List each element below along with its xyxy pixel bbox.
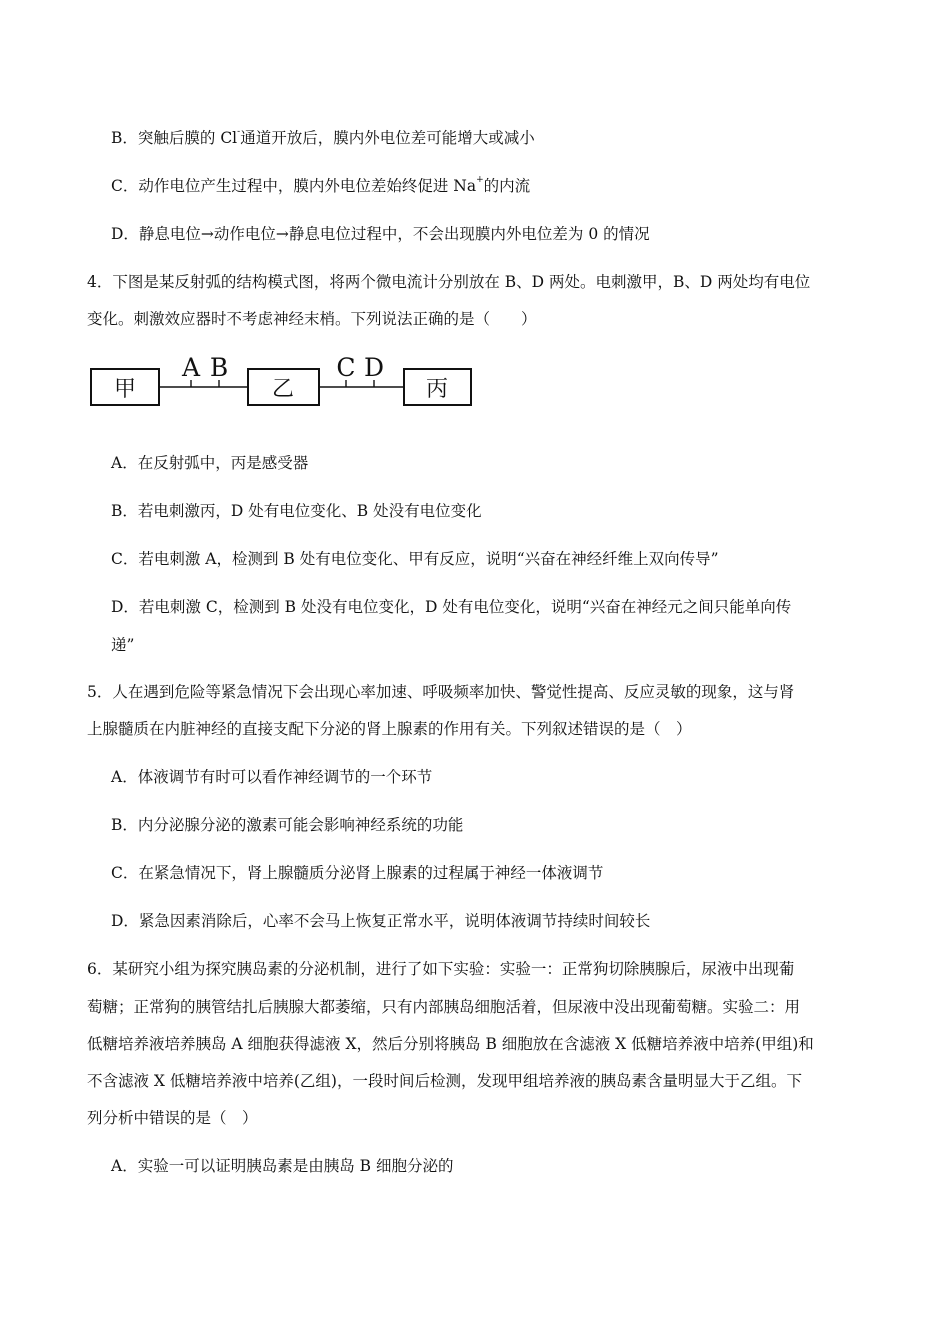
q6-stem-line-5: 列分析中错误的是（ ）: [87, 1109, 258, 1127]
q4-option-c: C．若电刺激 A，检测到 B 处有电位变化、甲有反应，说明“兴奋在神经纤维上双向传导”: [111, 550, 719, 568]
q6-stem-line-2: 萄糖；正常狗的胰管结扎后胰腺大都萎缩，只有内部胰岛细胞活着，但尿液中没出现葡萄糖。实验二：用: [87, 998, 801, 1016]
q3-option-c: C．动作电位产生过程中，膜内外电位差始终促进 Na+的内流: [111, 174, 531, 195]
q6-stem-line-4: 不含滤液 X 低糖培养液中培养(乙组)，一段时间后检测，发现甲组培养液的胰岛素含量明显大于乙组。下: [87, 1072, 802, 1090]
q5-option-c: C．在紧急情况下，肾上腺髓质分泌肾上腺素的过程属于神经一体液调节: [111, 864, 604, 882]
q4-option-d-line-1: D．若电刺激 C，检测到 B 处没有电位变化，D 处有电位变化，说明“兴奋在神经元之间只能单向传: [111, 598, 792, 616]
q4-option-b: B．若电刺激丙，D 处有电位变化、B 处没有电位变化: [111, 502, 482, 520]
reflex-arc-diagram: [88, 344, 478, 410]
q3-option-b: B．突触后膜的 Cl-通道开放后，膜内外电位差可能增大或减小: [111, 126, 535, 147]
q4-stem-line-2: 变化。刺激效应器时不考虑神经末梢。下列说法正确的是（ ）: [87, 310, 537, 328]
q4-option-a: A．在反射弧中，丙是感受器: [111, 454, 309, 472]
q5-option-b: B．内分泌腺分泌的激素可能会影响神经系统的功能: [111, 816, 464, 834]
box-jia-label: 甲: [113, 377, 137, 402]
q6-option-a: A．实验一可以证明胰岛素是由胰岛 B 细胞分泌的: [111, 1157, 454, 1175]
q5-option-d: D．紧急因素消除后，心率不会马上恢复正常水平，说明体液调节持续时间较长: [111, 912, 651, 930]
box-bing-label: 丙: [425, 377, 449, 402]
label-d: D: [363, 353, 385, 382]
q6-stem-line-3: 低糖培养液培养胰岛 A 细胞获得滤液 X，然后分别将胰岛 B 细胞放在含滤液 X 低糖培养液中培养(甲组)和: [87, 1035, 814, 1053]
label-c: C: [336, 353, 356, 382]
q5-option-a: A．体液调节有时可以看作神经调节的一个环节: [111, 768, 433, 786]
label-b: B: [209, 353, 229, 382]
q4-option-d-line-2: 递”: [111, 636, 135, 654]
q3-option-d: D．静息电位→动作电位→静息电位过程中，不会出现膜内外电位差为 0 的情况: [111, 225, 650, 243]
q4-stem-line-1: 4．下图是某反射弧的结构模式图，将两个微电流计分别放在 B、D 两处。电刺激甲，B、D 两处均有电位: [87, 273, 811, 291]
q5-stem-line-2: 上腺髓质在内脏神经的直接支配下分泌的肾上腺素的作用有关。下列叙述错误的是（ ）: [87, 720, 692, 738]
label-a: A: [181, 353, 201, 382]
q6-stem-line-1: 6．某研究小组为探究胰岛素的分泌机制，进行了如下实验：实验一：正常狗切除胰腺后，尿液中出现葡: [87, 960, 795, 978]
q5-stem-line-1: 5．人在遇到危险等紧急情况下会出现心率加速、呼吸频率加快、警觉性提高、反应灵敏的现象，这与肾: [87, 683, 795, 701]
box-yi-label: 乙: [271, 377, 295, 402]
